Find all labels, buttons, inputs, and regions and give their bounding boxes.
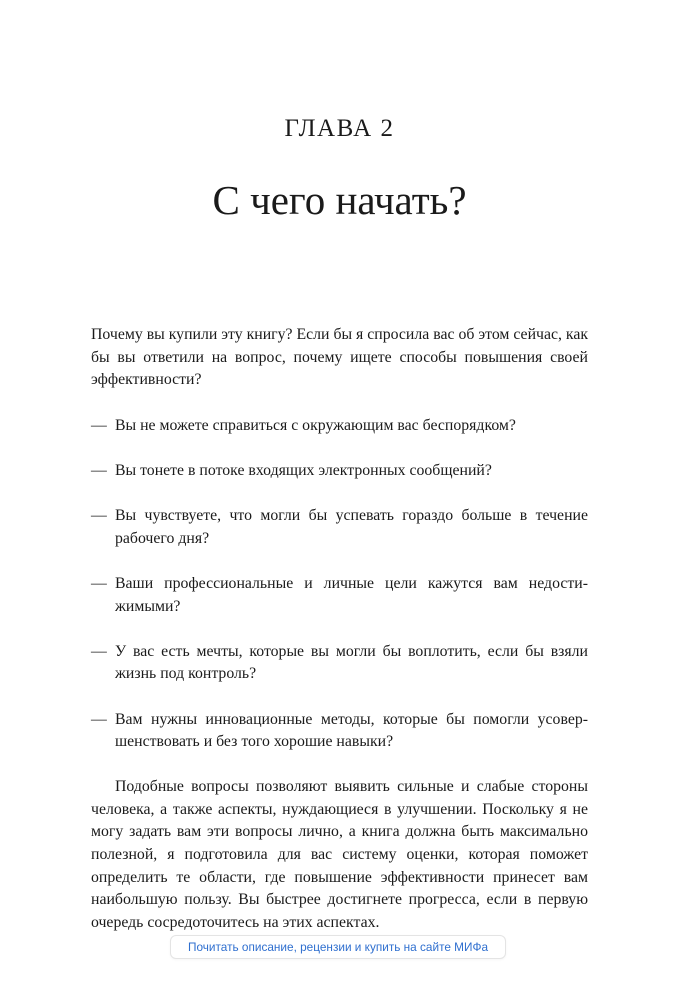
buy-link[interactable]: Почитать описание, рецензии и купить на сайте МИФа [170, 935, 506, 959]
question-list [91, 415, 588, 754]
question-text: Вы чувствуете, что могли бы успевать гораздо больше в течение рабочего дня? [115, 507, 588, 547]
page-content [91, 324, 588, 934]
intro-paragraph: Почему вы купили эту книгу? Если бы я спросила вас об этом сейчас, как бы вы ответили на вопрос, почему ищете способы повышения своей эффективности? [91, 326, 589, 389]
question-text: Вам нужны инновационные методы, которые бы помогли усовершенствовать и без того хорошие навыки? [115, 710, 588, 751]
dash-marker: — [91, 507, 107, 525]
dash-marker: — [91, 574, 107, 592]
question-item [91, 641, 588, 686]
question-text: Ваши профессиональные и личные цели кажутся вам недостижимыми? [115, 574, 588, 615]
dash-marker: — [91, 710, 107, 728]
question-item [91, 460, 588, 483]
question-text: Вы тонете в потоке входящих электронных сообщений? [115, 461, 492, 479]
question-text: У вас есть мечты, которые вы могли бы воплотить, если бы взяли жизнь под контроль? [115, 642, 588, 683]
dash-marker: — [91, 642, 107, 660]
dash-marker: — [91, 416, 107, 434]
chapter-label: ГЛАВА 2 [284, 115, 395, 142]
question-item [91, 573, 588, 618]
question-item [91, 415, 588, 438]
question-item [91, 709, 588, 754]
question-text: Вы не можете справиться с окружающим вас беспорядком? [115, 416, 516, 434]
chapter-title: С чего начать? [212, 177, 467, 223]
closing-paragraph: Подобные вопросы позволяют выявить сильные и слабые стороны человека, а также аспекты, нуждающиеся в улучшении. Поскольку я не могу задать вам эти вопросы лично, а книга должна быть максимально полезной, я подготовила для вас систему оценки, которая поможет определить те области, где повышение эффективности принесет вам наибольшую пользу. Вы быстрее достигнете прогресса, если в первую очередь сосредоточитесь на этих аспектах. [91, 778, 588, 931]
dash-marker: — [91, 461, 107, 479]
question-item [91, 505, 588, 550]
